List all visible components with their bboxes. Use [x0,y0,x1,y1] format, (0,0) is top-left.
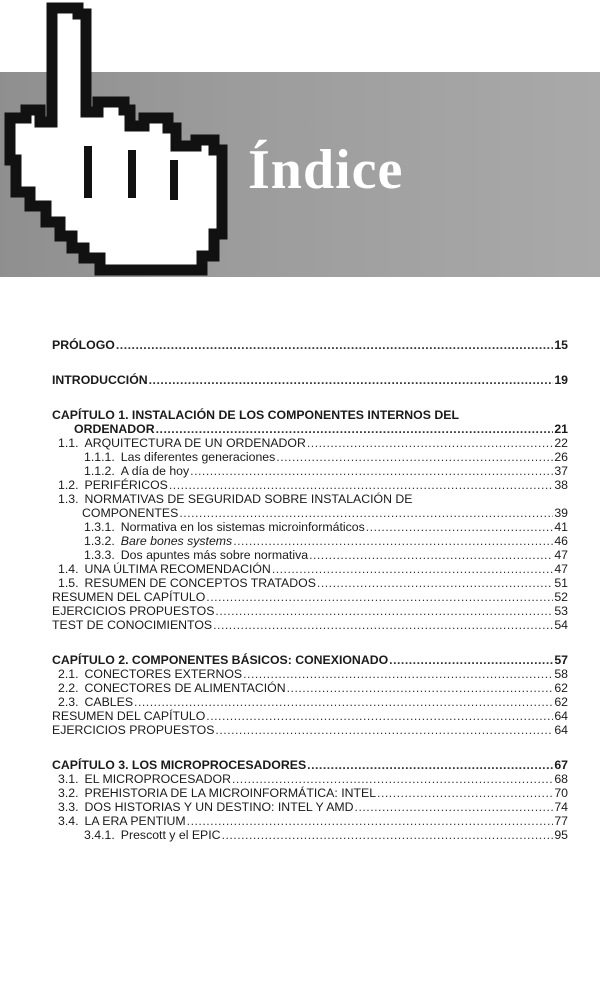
chapter-1-title-cont [52,422,568,436]
toc-entry: 3.2. PREHISTORIA DE LA MICROINFORMÁTICA: INTEL ..... 70 [52,786,568,800]
toc-entry: 2.1. CONECTORES EXTERNOS ..... 58 [52,667,568,681]
toc-entry: 1.1.2. A día de hoy ..... 37 [52,464,568,478]
toc-entry: 1.3.2. Bare bones systems ..... 46 [52,534,568,548]
toc-entry: 3.3. DOS HISTORIAS Y UN DESTINO: INTEL Y AMD ..... 74 [52,800,568,814]
toc-entry: EJERCICIOS PROPUESTOS ..... 64 [52,723,568,737]
toc-label: PRÓLOGO [52,338,115,352]
toc-entry: 3.1. EL MICROPROCESADOR ..... 68 [52,772,568,786]
toc-entry: 2.2. CONECTORES DE ALIMENTACIÓN ..... 62 [52,681,568,695]
toc-entry: 1.2. PERIFÉRICOS ..... 38 [52,478,568,492]
page-title: Índice [248,139,404,201]
toc-page: 21 [554,422,568,436]
leader-dots [156,422,554,436]
toc-entry: 1.3.3. Dos apuntes más sobre normativa ..... 47 [52,548,568,562]
leader-dots [149,373,554,387]
toc-label: ORDENADOR [74,422,155,436]
toc-entry: 1.1. ARQUITECTURA DE UN ORDENADOR ..... 22 [52,436,568,450]
toc-page: 15 [554,338,568,352]
table-of-contents [52,338,568,842]
chapter-1-title: CAPÍTULO 1. INSTALACIÓN DE LOS COMPONENTES INTERNOS DEL [52,408,459,422]
toc-entry: RESUMEN DEL CAPÍTULO ..... 64 [52,709,568,723]
toc-entry-introduccion [52,373,568,387]
chapter-2-title: CAPÍTULO 2. COMPONENTES BÁSICOS: CONEXIONADO ..... 57 [52,653,568,667]
toc-entry: 1.4. UNA ÚLTIMA RECOMENDACIÓN ..... 47 [52,562,568,576]
leader-dots [116,338,553,352]
toc-entry: 1.5. RESUMEN DE CONCEPTOS TRATADOS ..... 51 [52,576,568,590]
chapter-3-title: CAPÍTULO 3. LOS MICROPROCESADORES ..... 67 [52,758,568,772]
toc-label: INTRODUCCIÓN [52,373,148,387]
toc-entry-cont: COMPONENTES ..... 39 [52,506,568,520]
toc-entry-prologo [52,338,568,352]
toc-entry: 2.3. CABLES ..... 62 [52,695,568,709]
pointing-hand-icon [0,0,260,280]
toc-entry: 3.4.1. Prescott y el EPIC ..... 95 [52,828,568,842]
toc-entry: RESUMEN DEL CAPÍTULO ..... 52 [52,590,568,604]
toc-entry: 1.3.1. Normativa en los sistemas microinformáticos ..... 41 [52,520,568,534]
toc-entry: 3.4. LA ERA PENTIUM ..... 77 [52,814,568,828]
toc-page: 19 [554,373,568,387]
toc-entry: 1.3. NORMATIVAS DE SEGURIDAD SOBRE INSTALACIÓN DE [58,492,413,506]
toc-entry: EJERCICIOS PROPUESTOS ..... 53 [52,604,568,618]
toc-entry: TEST DE CONOCIMIENTOS ..... 54 [52,618,568,632]
toc-entry: 1.1.1. Las diferentes generaciones ..... 26 [52,450,568,464]
